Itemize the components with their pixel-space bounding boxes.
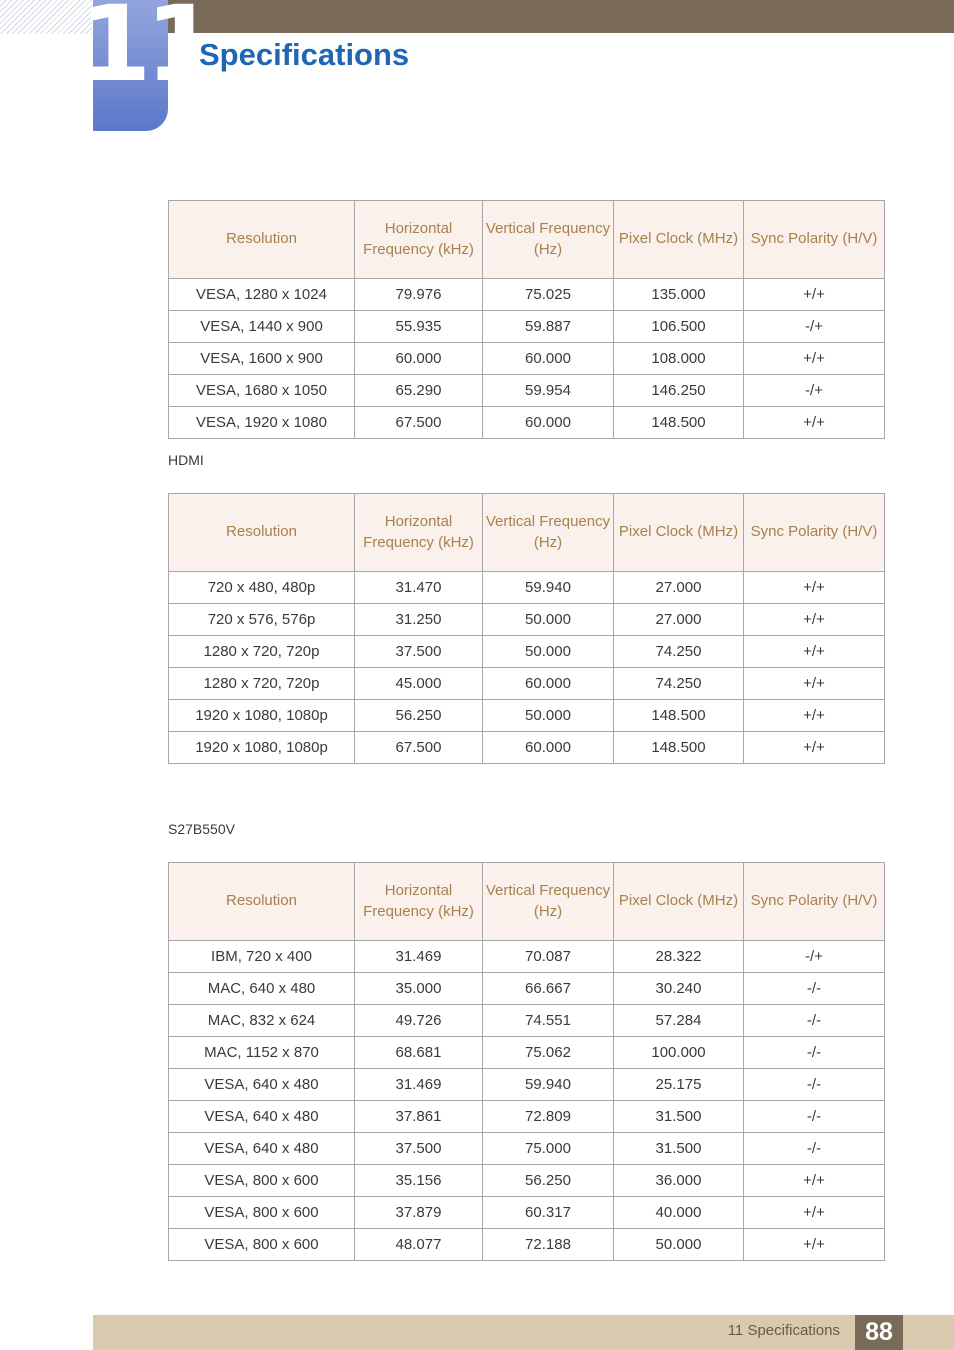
cell-resolution: VESA, 640 x 480 [169,1069,355,1101]
cell-vertical-frequency: 59.887 [483,311,614,343]
table-row [169,375,885,407]
page-title: Specifications [199,37,410,72]
table-row [169,604,885,636]
cell-sync-polarity: +/+ [744,636,885,668]
header-pixel-clock: Pixel Clock (MHz) [614,494,744,572]
cell-horizontal-frequency: 37.879 [355,1197,483,1229]
cell-vertical-frequency: 72.188 [483,1229,614,1261]
timing-table-s27b550v [168,862,885,1261]
cell-vertical-frequency: 60.000 [483,668,614,700]
cell-pixel-clock: 108.000 [614,343,744,375]
cell-vertical-frequency: 50.000 [483,700,614,732]
cell-sync-polarity: +/+ [744,604,885,636]
table-row [169,1101,885,1133]
cell-sync-polarity: -/- [744,1069,885,1101]
cell-sync-polarity: +/+ [744,668,885,700]
header-horizontal-frequency: Horizontal Frequency (kHz) [355,201,483,279]
cell-resolution: VESA, 1440 x 900 [169,311,355,343]
header-sync-polarity: Sync Polarity (H/V) [744,201,885,279]
cell-resolution: 1280 x 720, 720p [169,668,355,700]
table-row [169,343,885,375]
cell-pixel-clock: 30.240 [614,973,744,1005]
table-row [169,279,885,311]
timing-table-hdmi [168,493,885,764]
header-vertical-frequency: Vertical Frequency (Hz) [483,201,614,279]
cell-resolution: VESA, 640 x 480 [169,1101,355,1133]
cell-resolution: VESA, 1920 x 1080 [169,407,355,439]
cell-pixel-clock: 36.000 [614,1165,744,1197]
cell-sync-polarity: -/- [744,1133,885,1165]
chapter-number: 11 [79,0,212,105]
table-header [169,863,885,941]
cell-resolution: 720 x 576, 576p [169,604,355,636]
cell-horizontal-frequency: 79.976 [355,279,483,311]
cell-pixel-clock: 135.000 [614,279,744,311]
header-sync-polarity: Sync Polarity (H/V) [744,863,885,941]
cell-horizontal-frequency: 49.726 [355,1005,483,1037]
cell-resolution: 1280 x 720, 720p [169,636,355,668]
cell-pixel-clock: 74.250 [614,668,744,700]
section-label-model: S27B550V [168,821,235,837]
header-pixel-clock: Pixel Clock (MHz) [614,863,744,941]
cell-vertical-frequency: 56.250 [483,1165,614,1197]
cell-pixel-clock: 27.000 [614,572,744,604]
cell-sync-polarity: -/+ [744,941,885,973]
cell-sync-polarity: -/- [744,1101,885,1133]
cell-resolution: IBM, 720 x 400 [169,941,355,973]
cell-resolution: VESA, 800 x 600 [169,1197,355,1229]
cell-vertical-frequency: 75.062 [483,1037,614,1069]
table-row [169,636,885,668]
table-row [169,572,885,604]
table-body [169,279,885,439]
cell-resolution: MAC, 640 x 480 [169,973,355,1005]
header-vertical-frequency: Vertical Frequency (Hz) [483,863,614,941]
cell-horizontal-frequency: 37.500 [355,636,483,668]
cell-resolution: VESA, 1280 x 1024 [169,279,355,311]
cell-pixel-clock: 106.500 [614,311,744,343]
cell-vertical-frequency: 74.551 [483,1005,614,1037]
cell-horizontal-frequency: 31.469 [355,1069,483,1101]
cell-sync-polarity: +/+ [744,1197,885,1229]
header-resolution: Resolution [169,494,355,572]
cell-resolution: VESA, 800 x 600 [169,1229,355,1261]
table-row [169,1037,885,1069]
table-body [169,572,885,764]
cell-pixel-clock: 146.250 [614,375,744,407]
table-header [169,494,885,572]
cell-vertical-frequency: 60.000 [483,343,614,375]
cell-vertical-frequency: 59.954 [483,375,614,407]
cell-resolution: 1920 x 1080, 1080p [169,700,355,732]
table-header [169,201,885,279]
table-row [169,1197,885,1229]
cell-resolution: 720 x 480, 480p [169,572,355,604]
cell-horizontal-frequency: 65.290 [355,375,483,407]
cell-horizontal-frequency: 37.861 [355,1101,483,1133]
cell-pixel-clock: 50.000 [614,1229,744,1261]
cell-resolution: VESA, 800 x 600 [169,1165,355,1197]
table-row [169,668,885,700]
cell-vertical-frequency: 59.940 [483,572,614,604]
top-header-bar [168,0,954,33]
cell-pixel-clock: 25.175 [614,1069,744,1101]
cell-sync-polarity: -/- [744,1005,885,1037]
cell-resolution: MAC, 1152 x 870 [169,1037,355,1069]
section-label-hdmi: HDMI [168,452,204,468]
timing-table-1 [168,200,885,439]
cell-resolution: VESA, 1600 x 900 [169,343,355,375]
cell-pixel-clock: 148.500 [614,700,744,732]
table-row [169,700,885,732]
cell-resolution: MAC, 832 x 624 [169,1005,355,1037]
table-row [169,973,885,1005]
header-vertical-frequency: Vertical Frequency (Hz) [483,494,614,572]
cell-horizontal-frequency: 56.250 [355,700,483,732]
cell-pixel-clock: 57.284 [614,1005,744,1037]
cell-horizontal-frequency: 35.000 [355,973,483,1005]
cell-horizontal-frequency: 68.681 [355,1037,483,1069]
footer-bar [93,1315,954,1350]
table-row [169,1165,885,1197]
header-resolution: Resolution [169,863,355,941]
cell-resolution: VESA, 1680 x 1050 [169,375,355,407]
page-number: 88 [855,1315,903,1350]
cell-sync-polarity: -/+ [744,311,885,343]
cell-sync-polarity: +/+ [744,1165,885,1197]
cell-vertical-frequency: 72.809 [483,1101,614,1133]
header-horizontal-frequency: Horizontal Frequency (kHz) [355,863,483,941]
cell-horizontal-frequency: 45.000 [355,668,483,700]
cell-pixel-clock: 74.250 [614,636,744,668]
cell-horizontal-frequency: 31.469 [355,941,483,973]
table-row [169,941,885,973]
table-row [169,1133,885,1165]
cell-horizontal-frequency: 48.077 [355,1229,483,1261]
cell-horizontal-frequency: 67.500 [355,732,483,764]
cell-vertical-frequency: 66.667 [483,973,614,1005]
cell-pixel-clock: 148.500 [614,407,744,439]
cell-pixel-clock: 27.000 [614,604,744,636]
table-row [169,407,885,439]
cell-vertical-frequency: 60.000 [483,407,614,439]
cell-vertical-frequency: 60.000 [483,732,614,764]
cell-vertical-frequency: 75.000 [483,1133,614,1165]
table-row [169,1069,885,1101]
cell-horizontal-frequency: 37.500 [355,1133,483,1165]
cell-sync-polarity: -/- [744,973,885,1005]
cell-horizontal-frequency: 60.000 [355,343,483,375]
cell-horizontal-frequency: 31.470 [355,572,483,604]
cell-sync-polarity: -/- [744,1037,885,1069]
chapter-number-block [79,0,212,131]
cell-pixel-clock: 148.500 [614,732,744,764]
cell-sync-polarity: +/+ [744,732,885,764]
header-resolution: Resolution [169,201,355,279]
cell-sync-polarity: +/+ [744,407,885,439]
table-row [169,311,885,343]
table-row [169,1229,885,1261]
cell-horizontal-frequency: 35.156 [355,1165,483,1197]
cell-horizontal-frequency: 67.500 [355,407,483,439]
cell-resolution: VESA, 640 x 480 [169,1133,355,1165]
cell-pixel-clock: 28.322 [614,941,744,973]
table-row [169,732,885,764]
cell-resolution: 1920 x 1080, 1080p [169,732,355,764]
cell-sync-polarity: +/+ [744,1229,885,1261]
cell-vertical-frequency: 50.000 [483,636,614,668]
cell-pixel-clock: 31.500 [614,1101,744,1133]
cell-sync-polarity: +/+ [744,700,885,732]
header-horizontal-frequency: Horizontal Frequency (kHz) [355,494,483,572]
header-pixel-clock: Pixel Clock (MHz) [614,201,744,279]
cell-horizontal-frequency: 55.935 [355,311,483,343]
cell-sync-polarity: +/+ [744,572,885,604]
cell-pixel-clock: 100.000 [614,1037,744,1069]
cell-pixel-clock: 40.000 [614,1197,744,1229]
cell-vertical-frequency: 75.025 [483,279,614,311]
cell-vertical-frequency: 50.000 [483,604,614,636]
cell-vertical-frequency: 60.317 [483,1197,614,1229]
table-body [169,941,885,1261]
cell-sync-polarity: +/+ [744,343,885,375]
cell-vertical-frequency: 59.940 [483,1069,614,1101]
footer-chapter-label: 11 Specifications [727,1322,840,1339]
header-sync-polarity: Sync Polarity (H/V) [744,494,885,572]
cell-sync-polarity: +/+ [744,279,885,311]
cell-pixel-clock: 31.500 [614,1133,744,1165]
cell-horizontal-frequency: 31.250 [355,604,483,636]
table-row [169,1005,885,1037]
cell-sync-polarity: -/+ [744,375,885,407]
cell-vertical-frequency: 70.087 [483,941,614,973]
